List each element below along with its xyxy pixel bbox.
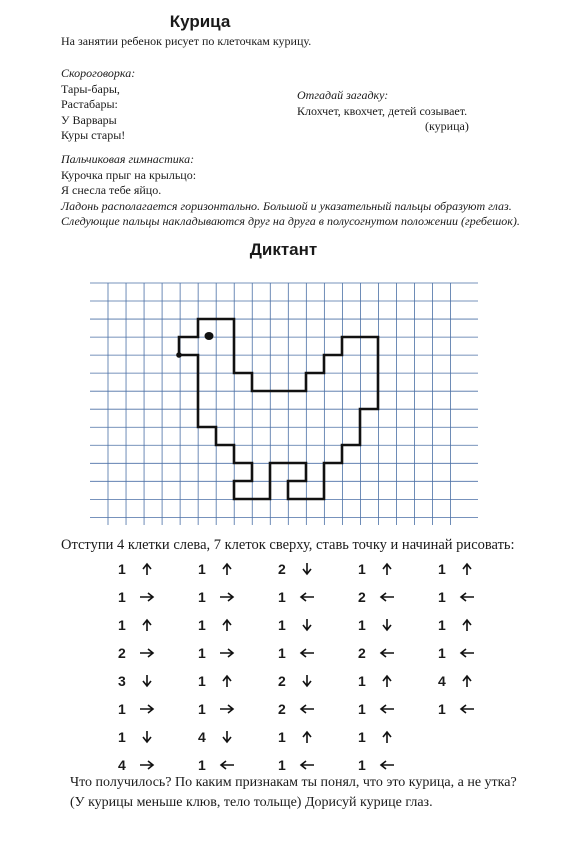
arrow-left-icon <box>378 590 396 604</box>
dictation-step <box>118 755 178 775</box>
step-count: 1 <box>198 617 206 633</box>
dictation-step <box>358 671 418 691</box>
dictation-step <box>198 755 258 775</box>
step-count: 1 <box>278 757 286 773</box>
dictation-step <box>278 699 338 719</box>
arrow-left-icon <box>298 646 316 660</box>
dictation-step <box>198 587 258 607</box>
arrow-left-icon <box>378 702 396 716</box>
step-count: 1 <box>438 617 446 633</box>
step-count: 1 <box>358 729 366 745</box>
arrow-up-icon <box>378 562 396 576</box>
arrow-right-icon <box>138 646 156 660</box>
dictation-step <box>358 587 418 607</box>
dictation-step <box>278 615 338 635</box>
arrow-right-icon <box>218 590 236 604</box>
dictation-step <box>438 699 498 719</box>
dictation-step <box>438 615 498 635</box>
dictation-step <box>438 587 498 607</box>
dictation-step <box>198 699 258 719</box>
step-count: 1 <box>358 701 366 717</box>
step-count: 2 <box>278 561 286 577</box>
step-count: 3 <box>118 673 126 689</box>
dictation-title: Диктант <box>249 240 318 259</box>
dictation-step <box>198 671 258 691</box>
dictation-step <box>358 559 418 579</box>
step-count: 1 <box>198 757 206 773</box>
arrow-down-icon <box>218 730 236 744</box>
arrow-left-icon <box>458 590 476 604</box>
step-count: 1 <box>438 589 446 605</box>
tongue-twister-line: Куры стары! <box>61 128 126 142</box>
dictation-step <box>118 727 178 747</box>
step-count: 1 <box>358 617 366 633</box>
arrow-down-icon <box>138 730 156 744</box>
step-count: 4 <box>438 673 446 689</box>
step-count: 1 <box>358 561 366 577</box>
dictation-step <box>278 671 338 691</box>
tongue-twister-line: Тары-бары, <box>61 81 120 96</box>
step-count: 1 <box>118 729 126 745</box>
grid-lines <box>90 283 478 525</box>
dictation-step <box>438 643 498 663</box>
dictation-step <box>278 755 338 775</box>
arrow-right-icon <box>218 646 236 660</box>
arrow-up-icon <box>378 674 396 688</box>
step-count: 1 <box>278 645 286 661</box>
arrow-down-icon <box>378 618 396 632</box>
dictation-step <box>358 699 418 719</box>
step-count: 1 <box>278 729 286 745</box>
step-count: 1 <box>118 589 126 605</box>
step-count: 1 <box>198 701 206 717</box>
dictation-step <box>118 615 178 635</box>
step-count: 1 <box>358 757 366 773</box>
arrow-up-icon <box>218 674 236 688</box>
subtitle: На занятии ребенок рисует по клеточкам курицу. <box>61 34 312 48</box>
step-count: 1 <box>278 617 286 633</box>
step-count: 2 <box>358 645 366 661</box>
dictation-step <box>278 643 338 663</box>
dictation-step <box>118 587 178 607</box>
arrow-up-icon <box>458 562 476 576</box>
arrow-left-icon <box>458 702 476 716</box>
arrow-up-icon <box>458 618 476 632</box>
dictation-step <box>118 699 178 719</box>
step-count: 1 <box>438 645 446 661</box>
arrow-up-icon <box>458 674 476 688</box>
tongue-twister-line: У Варвары <box>61 112 117 127</box>
dictation-step <box>278 559 338 579</box>
dictation-step <box>358 615 418 635</box>
arrow-up-icon <box>378 730 396 744</box>
dictation-step <box>358 727 418 747</box>
footer-line: Что получилось? По каким признакам ты понял, что это курица, а не утка? <box>70 775 517 790</box>
arrow-down-icon <box>298 562 316 576</box>
arrow-left-icon <box>298 702 316 716</box>
riddle-text: Клохчет, квохчет, детей созывает. <box>297 103 468 118</box>
tongue-twister-line: Растабары: <box>61 97 118 111</box>
arrow-left-icon <box>378 758 396 772</box>
dictation-step <box>198 559 258 579</box>
start-dot <box>176 352 182 358</box>
arrow-left-icon <box>298 758 316 772</box>
tongue-twister-label: Скороговорка: <box>61 66 136 80</box>
finger-gym-instruction: Следующие пальцы накладываются друг на друга в полусогнутом положении (гребешок). <box>61 214 520 228</box>
step-count: 1 <box>198 673 206 689</box>
arrow-right-icon <box>138 590 156 604</box>
footer-question <box>70 773 517 813</box>
finger-gym-line: Я снесла тебе яйцо. <box>61 183 162 197</box>
arrow-up-icon <box>218 562 236 576</box>
arrow-down-icon <box>298 618 316 632</box>
step-count: 1 <box>198 589 206 605</box>
step-count: 4 <box>118 757 126 773</box>
arrow-up-icon <box>218 618 236 632</box>
arrow-left-icon <box>218 758 236 772</box>
step-count: 2 <box>358 589 366 605</box>
arrow-down-icon <box>138 674 156 688</box>
riddle-answer: (курица) <box>425 119 469 133</box>
page-title: Курица <box>169 12 231 31</box>
finger-gym-instruction: Ладонь располагается горизонтально. Большой и указательный пальцы образуют глаз. <box>61 198 512 213</box>
step-count: 1 <box>278 589 286 605</box>
step-count: 4 <box>198 729 206 745</box>
arrow-left-icon <box>458 646 476 660</box>
dictation-step <box>278 587 338 607</box>
dictation-step <box>198 727 258 747</box>
dictation-step <box>198 615 258 635</box>
finger-gym-line: Курочка прыг на крыльцо: <box>61 167 197 182</box>
step-count: 1 <box>118 701 126 717</box>
finger-gym-label: Пальчиковая гимнастика: <box>61 152 195 166</box>
step-count: 2 <box>278 673 286 689</box>
arrow-right-icon <box>138 758 156 772</box>
step-count: 1 <box>198 645 206 661</box>
footer-line: (У курицы меньше клюв, тело тольще) Дорисуй курице глаз. <box>70 795 433 810</box>
dictation-step <box>438 671 498 691</box>
dictation-step <box>118 643 178 663</box>
dictation-step <box>438 559 498 579</box>
chicken-eye <box>205 332 214 340</box>
step-count: 1 <box>358 673 366 689</box>
dictation-step <box>278 727 338 747</box>
arrow-up-icon <box>138 618 156 632</box>
dictation-step <box>118 671 178 691</box>
dictation-step <box>358 643 418 663</box>
step-count: 1 <box>198 561 206 577</box>
arrow-down-icon <box>298 674 316 688</box>
step-count: 2 <box>278 701 286 717</box>
arrow-left-icon <box>298 590 316 604</box>
step-count: 2 <box>118 645 126 661</box>
arrow-up-icon <box>298 730 316 744</box>
dictation-step <box>118 559 178 579</box>
riddle-label: Отгадай загадку: <box>297 88 389 102</box>
arrow-right-icon <box>138 702 156 716</box>
arrow-left-icon <box>378 646 396 660</box>
dictation-step <box>358 755 418 775</box>
step-count: 1 <box>118 561 126 577</box>
step-count: 1 <box>438 561 446 577</box>
step-count: 1 <box>118 617 126 633</box>
step-count: 1 <box>438 701 446 717</box>
arrow-up-icon <box>138 562 156 576</box>
dictation-step <box>198 643 258 663</box>
dictation-instruction: Отступи 4 клетки слева, 7 клеток сверху, ставь точку и начинай рисовать: <box>61 537 515 553</box>
arrow-right-icon <box>218 702 236 716</box>
